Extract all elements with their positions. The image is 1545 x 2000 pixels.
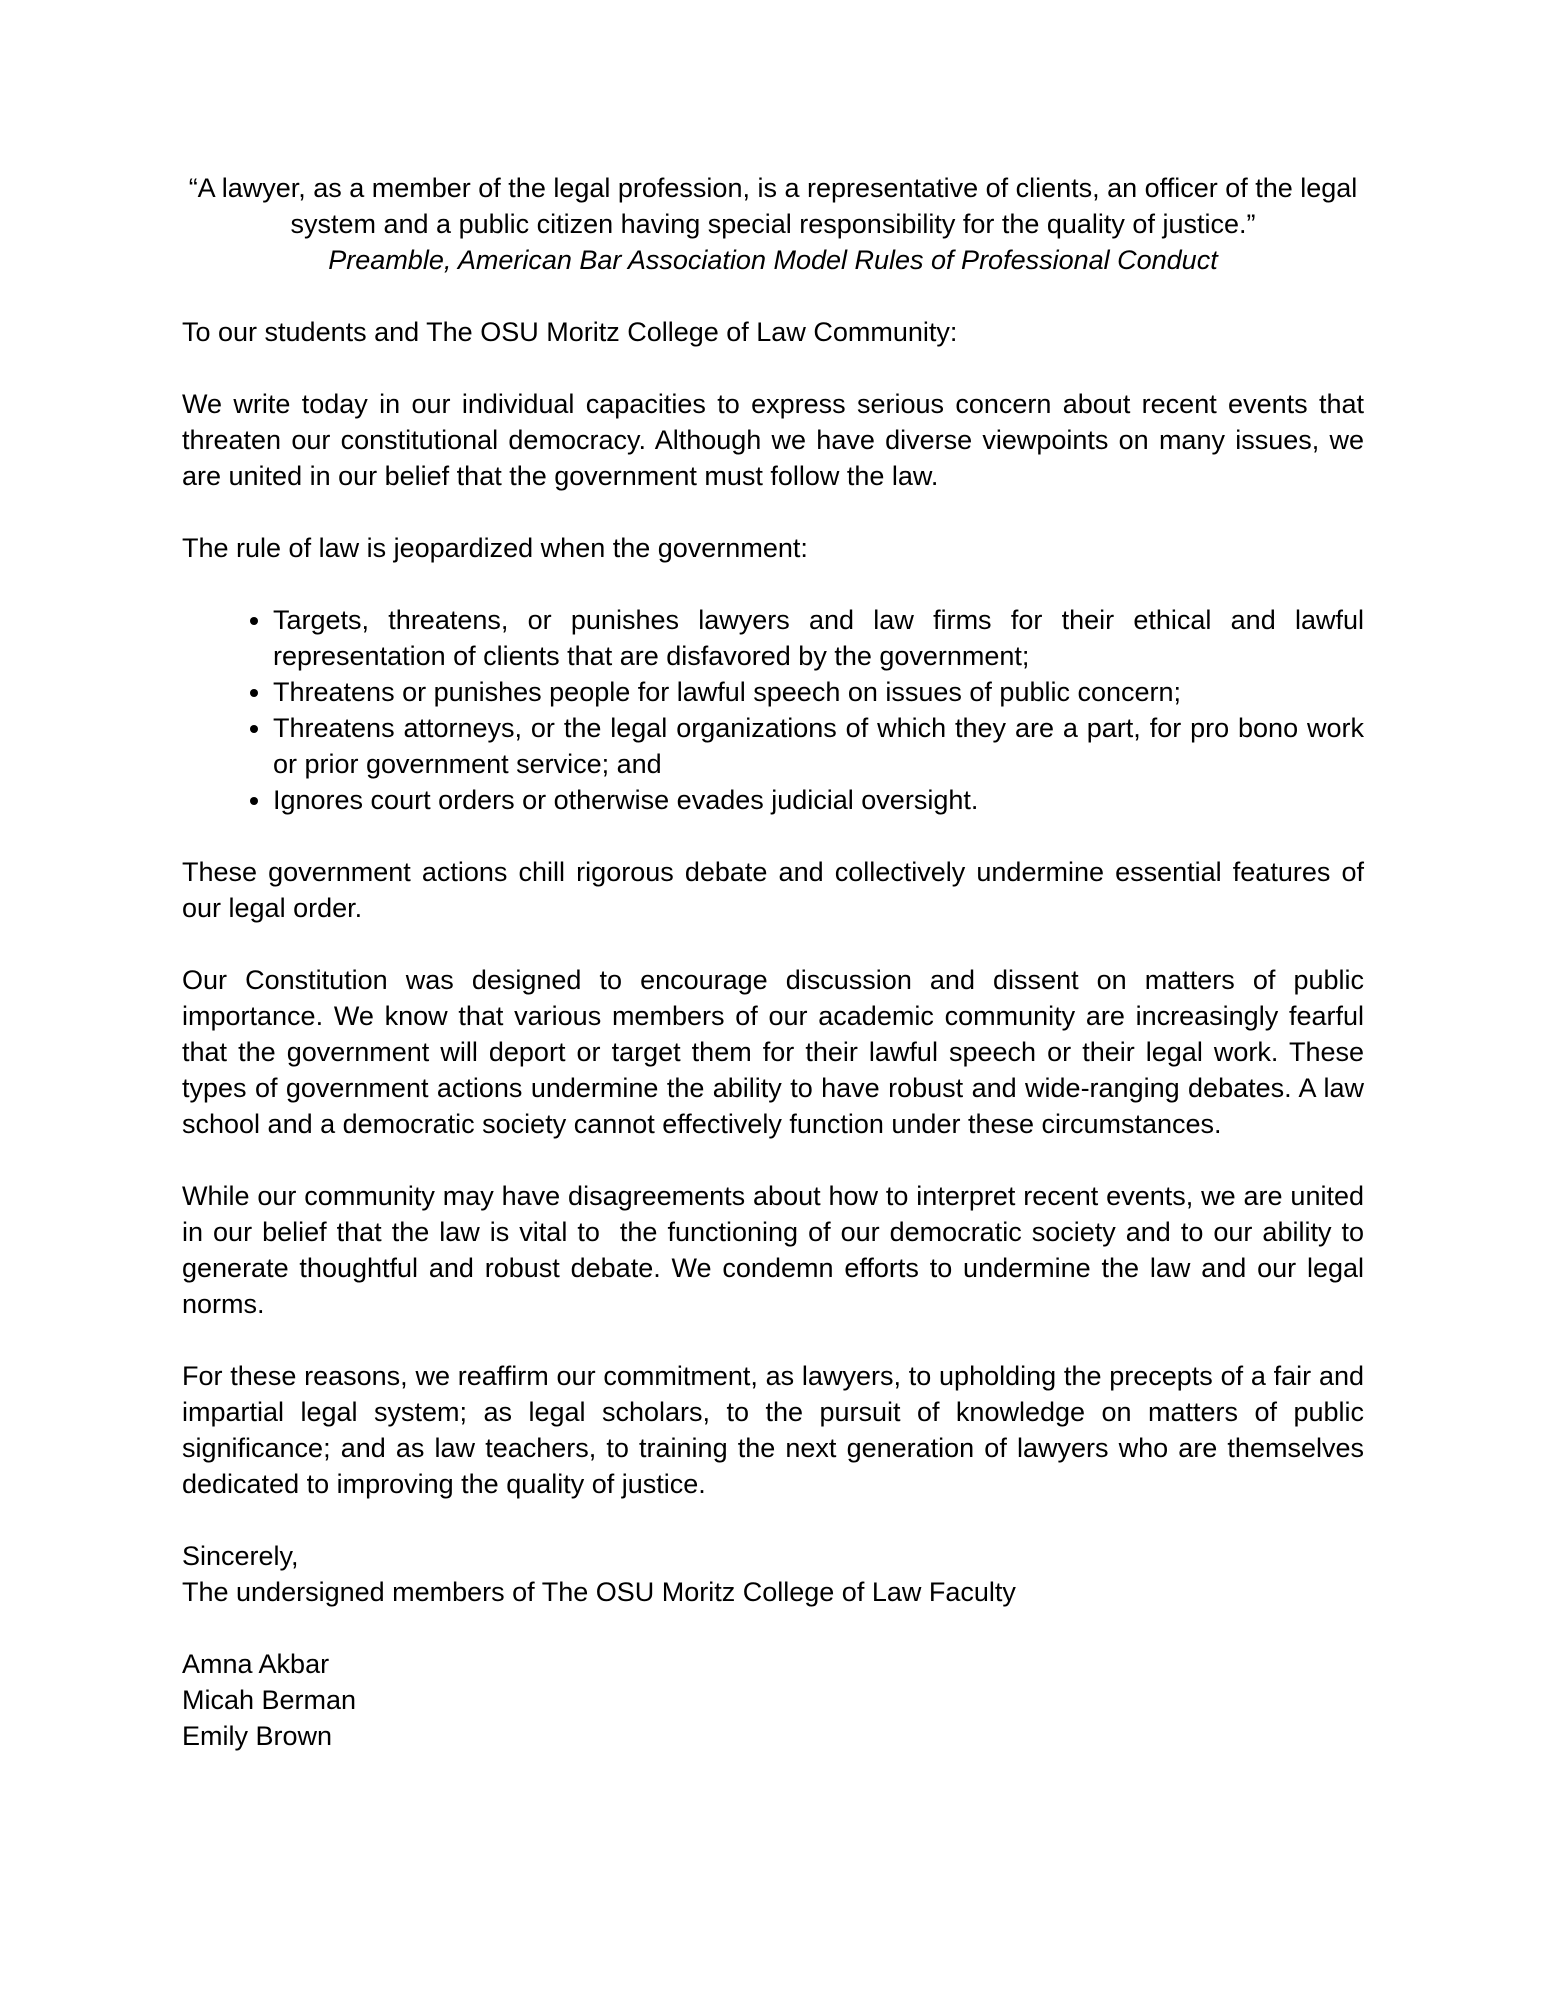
quote-attribution: Preamble, American Bar Association Model Rules of Professional Conduct	[328, 245, 1218, 275]
salutation: To our students and The OSU Moritz College of Law Community:	[182, 317, 958, 347]
quote-block	[182, 170, 1364, 278]
bullet-item-court-orders: • Ignores court orders or otherwise evades judicial oversight.	[273, 782, 1364, 818]
bullet-item-attorneys: • Threatens attorneys, or the legal organizations of which they are a part, for pro bono work or prior government service; and	[273, 710, 1364, 782]
rule-of-law-list	[182, 602, 1364, 818]
signatory-name: Emily Brown	[182, 1721, 333, 1751]
closing-block	[182, 1538, 1364, 1610]
list-intro: The rule of law is jeopardized when the government:	[182, 533, 808, 563]
closing-undersigned: The undersigned members of The OSU Moritz College of Law Faculty	[182, 1577, 1016, 1607]
paragraph-chill-debate: These government actions chill rigorous debate and collectively undermine essential features of our legal order.	[182, 857, 1364, 923]
paragraph-constitution: Our Constitution was designed to encourage discussion and dissent on matters of public importance. We know that various members of our academic community are increasingly fearful that the government will deport or target them for their lawful speech or their legal work. These types of government actions undermine the ability to have robust and wide-ranging debates. A law school and a democratic society cannot effectively function under these circumstances.	[182, 965, 1364, 1139]
signatory-name: Micah Berman	[182, 1685, 357, 1715]
paragraph-community: While our community may have disagreements about how to interpret recent events, we are united in our belief that the law is vital to the functioning of our democratic society and to our ability to generate thoughtful and robust debate. We condemn efforts to undermine the law and our legal norms.	[182, 1181, 1364, 1319]
signatory-name: Amna Akbar	[182, 1649, 330, 1679]
bullet-item-speech: • Threatens or punishes people for lawful speech on issues of public concern;	[273, 674, 1364, 710]
paragraph-reaffirm: For these reasons, we reaffirm our commitment, as lawyers, to upholding the precepts of a fair and impartial legal system; as legal scholars, to the pursuit of knowledge on matters of public significance; and as law teachers, to training the next generation of lawyers who are themselves dedicated to improving the quality of justice.	[182, 1361, 1364, 1499]
quote-text: “A lawyer, as a member of the legal profession, is a representative of clients, an officer of the legal system and a public citizen having special responsibility for the quality of justice.”	[188, 173, 1358, 239]
signatories-block	[182, 1646, 1364, 1754]
bullet-item-targets: • Targets, threatens, or punishes lawyers and law firms for their ethical and lawful representation of clients that are disfavored by the government;	[273, 602, 1364, 674]
closing-sincerely: Sincerely,	[182, 1541, 299, 1571]
paragraph-concern: We write today in our individual capacities to express serious concern about recent events that threaten our constitutional democracy. Although we have diverse viewpoints on many issues, we are united in our belief that the government must follow the law.	[182, 389, 1364, 491]
